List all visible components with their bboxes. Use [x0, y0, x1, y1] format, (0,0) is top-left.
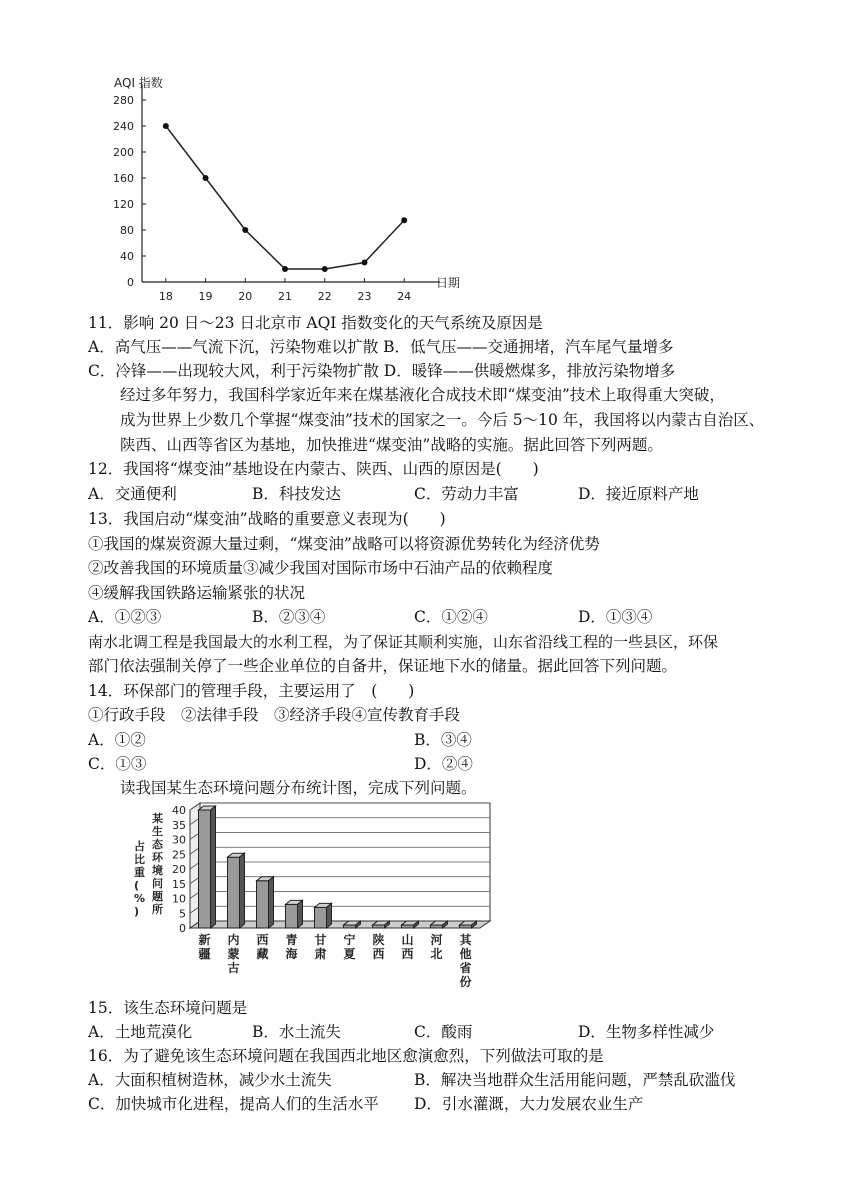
q12-option-a: A．交通便利: [88, 485, 177, 503]
y-tick-label: 40: [172, 804, 186, 817]
question-13: 13．我国启动“煤变油”战略的重要意义表现为( ): [88, 510, 446, 528]
question-12: 12．我国将“煤变油”基地设在内蒙古、陕西、山西的原因是( ): [88, 460, 539, 478]
bar-front: [257, 881, 269, 928]
aqi-data-point: [401, 217, 407, 223]
category-label: 山西: [401, 933, 414, 961]
category-label: 内蒙古: [227, 933, 240, 975]
x-tick-label: 20: [238, 290, 253, 303]
x-tick-label: 21: [278, 290, 293, 303]
q12-option-c: C．劳动力丰富: [414, 485, 519, 503]
category-label: 其他省份: [459, 933, 472, 989]
passage-12-line1: 经过多年努力，我国科学家近年来在煤基液化合成技术即“煤变油”技术上取得重大突破，: [120, 386, 725, 404]
question-16: 16．为了避免该生态环境问题在我国西北地区愈演愈烈，下列做法可取的是: [88, 1047, 604, 1065]
passage-14-line2: 部门依法强制关停了一些企业单位的自备井，保证地下水的储量。据此回答下列问题。: [88, 657, 678, 675]
category-label: 西藏: [256, 933, 269, 961]
x-axis-label: 日期: [436, 276, 461, 290]
q15-option-d: D．生物多样性减少: [578, 1023, 715, 1041]
y-tick-label: 0: [127, 276, 134, 289]
aqi-data-point: [203, 175, 209, 181]
y-tick-label: 25: [172, 848, 186, 862]
bar-side: [327, 903, 332, 928]
category-label: 新疆: [198, 933, 211, 961]
y-tick-label: 30: [172, 833, 186, 847]
passage-12-line2: 成为世界上少数几个掌握“煤变油”技术的国家之一。今后 5～10 年，我国将以内蒙古自治区、: [120, 411, 765, 429]
q16-option-d: D．引水灌溉，大力发展农业生产: [414, 1095, 644, 1113]
bar-甘肃: [315, 903, 332, 928]
y-tick-label: 20: [172, 863, 186, 876]
q13-statement-1: ①我国的煤炭资源大量过剩，“煤变油”战略可以将资源优势转化为经济优势: [88, 535, 600, 553]
bar-front: [286, 904, 298, 928]
bar-新疆: [199, 806, 216, 928]
y-tick-label: 240: [113, 120, 134, 133]
aqi-data-point: [242, 227, 248, 233]
aqi-data-point: [322, 266, 328, 272]
y-axis-title-right: 某生态环境问题所: [152, 812, 163, 916]
aqi-data-point: [163, 123, 169, 129]
bar-front: [199, 810, 211, 928]
q15-option-a: A．土地荒漠化: [88, 1023, 193, 1041]
y-tick-label: 15: [172, 877, 186, 891]
question-11: 11．影响 20 日～23 日北京市 AQI 指数变化的天气系统及原因是: [88, 314, 543, 332]
passage-14-line1: 南水北调工程是我国最大的水利工程，为了保证其顺利实施，山东省沿线工程的一些县区，环保: [88, 633, 719, 651]
category-label: 甘肃: [314, 933, 327, 961]
y-tick-label: 80: [120, 224, 134, 237]
q14-option-a: A．①②: [88, 731, 146, 749]
bar-front: [228, 857, 240, 928]
q12-option-d: D．接近原料产地: [578, 485, 699, 503]
q15-option-b: B．水土流失: [252, 1023, 341, 1041]
q14-option-b: B．③④: [414, 731, 472, 749]
bar-front: [315, 907, 327, 928]
y-tick-label: 160: [113, 172, 134, 185]
q16-option-c: C．加快城市化进程，提高人们的生活水平: [88, 1095, 379, 1113]
bar-西藏: [257, 877, 274, 928]
y-tick-label: 35: [172, 818, 186, 832]
q16-option-a: A．大面积植树造林，减少水土流失: [88, 1071, 332, 1089]
y-axis-label: AQI 指数: [114, 76, 163, 90]
y-tick-label: 0: [179, 922, 186, 935]
q11-options-ab: A．高气压——气流下沉，污染物难以扩散 B．低气压——交通拥堵，汽车尾气量增多: [88, 338, 674, 356]
question-15: 15．该生态环境问题是: [88, 999, 248, 1017]
y-tick-label: 280: [113, 94, 134, 107]
q16-option-b: B．解决当地群众生活用能问题，严禁乱砍滥伐: [414, 1071, 736, 1089]
category-label: 陕西: [372, 933, 385, 961]
category-label: 青海: [285, 933, 298, 961]
q14-option-d: D．②④: [414, 755, 473, 773]
bar-内蒙古: [228, 853, 245, 928]
category-label: 河北: [430, 933, 443, 961]
x-tick-label: 24: [397, 290, 412, 303]
q15-option-c: C．酸雨: [414, 1023, 473, 1041]
q14-option-c: C．①③: [88, 755, 147, 773]
bar-青海: [286, 900, 303, 928]
y-tick-label: 10: [172, 892, 186, 906]
eco-problem-bar-chart: [120, 800, 500, 990]
y-tick-label: 200: [113, 146, 134, 159]
passage-12-line3: 陕西、山西等省区为基地，加快推进“煤变油”战略的实施。据此回答下列两题。: [120, 436, 663, 454]
bar-side: [211, 806, 216, 928]
q14-statements: ①行政手段 ②法律手段 ③经济手段④宣传教育手段: [88, 706, 461, 724]
x-tick-label: 22: [317, 290, 332, 303]
x-tick-label: 19: [198, 290, 213, 303]
q12-option-b: B．科技发达: [252, 485, 341, 503]
y-tick-label: 40: [120, 250, 134, 263]
category-label: 宁夏: [343, 933, 356, 961]
bar-side: [269, 877, 274, 928]
q13-statement-3: ④缓解我国铁路运输紧张的状况: [88, 584, 306, 602]
bar-side: [298, 900, 303, 928]
q13-option-d: D．①③④: [578, 608, 653, 626]
q13-option-a: A．①②③: [88, 608, 162, 626]
aqi-data-point: [282, 266, 288, 272]
question-14: 14．环保部门的管理手段，主要运用了 ( ): [88, 682, 415, 700]
q13-option-b: B．②③④: [252, 608, 326, 626]
x-tick-label: 23: [357, 290, 372, 303]
q11-options-cd: C．冷锋——出现较大风，利于污染物扩散 D．暖锋——供暖燃煤多，排放污染物增多: [88, 362, 676, 380]
aqi-data-point: [361, 260, 367, 266]
y-tick-label: 5: [179, 907, 186, 921]
aqi-line-chart: [100, 70, 480, 310]
aqi-series-line: [166, 126, 404, 269]
passage-15: 读我国某生态环境问题分布统计图，完成下列问题。: [120, 779, 477, 797]
bar-side: [240, 853, 245, 928]
y-tick-label: 120: [113, 198, 134, 211]
x-tick-label: 18: [158, 290, 173, 303]
q13-statement-2: ②改善我国的环境质量③减少我国对国际市场中石油产品的依赖程度: [88, 559, 554, 577]
y-axis-title-left: 占比重( % ): [134, 840, 146, 918]
q13-option-c: C．①②④: [414, 608, 488, 626]
